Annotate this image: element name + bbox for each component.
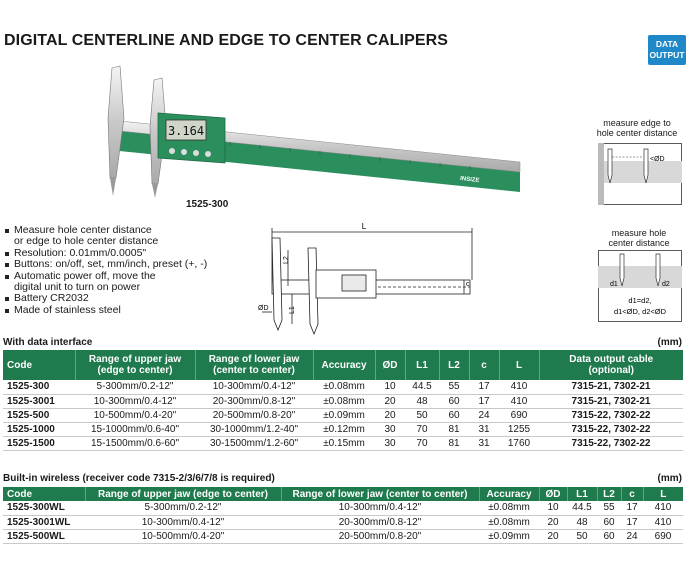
table-row <box>3 394 683 408</box>
feature-item: Resolution: 0.01mm/0.0005" <box>3 248 207 259</box>
table-cell: 7315-22, 7302-22 <box>539 436 683 450</box>
table-cell: ±0.09mm <box>313 408 375 422</box>
table-cell: 70 <box>405 436 439 450</box>
table-cell: 60 <box>597 529 621 543</box>
table-cell: 17 <box>469 394 499 408</box>
table-row <box>3 422 683 436</box>
table-cell: 17 <box>621 501 643 515</box>
table-cell: 70 <box>405 422 439 436</box>
table-cell: 7315-21, 7302-21 <box>539 380 683 394</box>
col-accuracy: Accuracy <box>479 487 539 501</box>
table-cell: 7315-22, 7302-22 <box>539 422 683 436</box>
table-cell: 30-1000mm/1.2-40" <box>195 422 313 436</box>
table-cell: 15-1500mm/0.6-60" <box>75 436 195 450</box>
page-title: DIGITAL CENTERLINE AND EDGE TO CENTER CALIPERS <box>4 32 449 49</box>
code-cell: 1525-300 <box>3 380 75 394</box>
col-l1: L1 <box>405 350 439 380</box>
table-cell: 30 <box>375 422 405 436</box>
table2-section-title: Built-in wireless (receiver code 7315-2/3/6/7/8 is required) <box>3 473 275 484</box>
table-header-row <box>3 487 683 501</box>
table-cell: ±0.08mm <box>313 394 375 408</box>
dim-label-od: ØD <box>258 305 269 312</box>
center-to-center-diagram <box>598 250 682 322</box>
table-cell: 20 <box>375 394 405 408</box>
data-interface-table <box>3 350 683 451</box>
col-accuracy: Accuracy <box>313 350 375 380</box>
col-l2: L2 <box>439 350 469 380</box>
table-header-row <box>3 350 683 380</box>
table-cell: 10-300mm/0.4-12" <box>281 501 479 515</box>
table-cell: 20-300mm/0.8-12" <box>195 394 313 408</box>
table-cell: 81 <box>439 436 469 450</box>
table1-section-title: With data interface <box>3 337 93 348</box>
col-code: Code <box>3 487 85 501</box>
dim-label-l2: L2 <box>283 256 290 264</box>
table2-unit: (mm) <box>657 473 682 484</box>
table-cell: 10-500mm/0.4-20" <box>75 408 195 422</box>
table-cell: ±0.08mm <box>479 515 539 529</box>
dim-label-c: c <box>466 281 470 288</box>
brand-logo: INSIZE <box>459 176 480 185</box>
center-d2-label: d2 <box>662 281 670 288</box>
badge-line-2: OUTPUT <box>649 50 685 60</box>
table-cell: 17 <box>621 515 643 529</box>
feature-list <box>3 225 207 316</box>
dim-label-l: L <box>361 222 367 231</box>
table-cell: 10-500mm/0.4-20" <box>85 529 281 543</box>
code-cell: 1525-1000 <box>3 422 75 436</box>
table-row <box>3 515 683 529</box>
caliper-product-image <box>90 58 530 203</box>
col-cable: Data output cable (optional) <box>539 350 683 380</box>
table-cell: 7315-21, 7302-21 <box>539 394 683 408</box>
table-cell: 690 <box>643 529 683 543</box>
col-l1: L1 <box>567 487 597 501</box>
col-c: c <box>469 350 499 380</box>
col-c: c <box>621 487 643 501</box>
feature-item: Made of stainless steel <box>3 305 207 316</box>
feature-item: digital unit to turn on power <box>14 281 141 294</box>
table-cell: 20 <box>375 408 405 422</box>
table-cell: 44.5 <box>567 501 597 515</box>
dim-label-l1: L1 <box>289 306 296 314</box>
table-cell: 31 <box>469 436 499 450</box>
code-cell: 1525-500 <box>3 408 75 422</box>
table-cell: 50 <box>567 529 597 543</box>
table-cell: 15-1000mm/0.6-40" <box>75 422 195 436</box>
col-l2: L2 <box>597 487 621 501</box>
table-cell: 410 <box>643 515 683 529</box>
table-cell: 48 <box>405 394 439 408</box>
table-cell: ±0.12mm <box>313 422 375 436</box>
table-cell: 30 <box>375 436 405 450</box>
table-cell: 7315-22, 7302-22 <box>539 408 683 422</box>
center-note-2: d1<ØD, d2<ØD <box>613 307 667 316</box>
table-cell: 5-300mm/0.2-12" <box>75 380 195 394</box>
feature-item: Measure hole center distance <box>3 225 207 236</box>
col-od: ØD <box>539 487 567 501</box>
table-cell: 81 <box>439 422 469 436</box>
table-cell: 410 <box>499 394 539 408</box>
table-cell: 10-300mm/0.4-12" <box>85 515 281 529</box>
col-upper-jaw: Range of upper jaw (edge to center) <box>85 487 281 501</box>
code-cell: 1525-3001 <box>3 394 75 408</box>
table-cell: 31 <box>469 422 499 436</box>
table-cell: 50 <box>405 408 439 422</box>
table-cell: 17 <box>469 380 499 394</box>
table-cell: 20 <box>539 529 567 543</box>
table-cell: 1255 <box>499 422 539 436</box>
edge-to-center-diagram <box>598 143 682 205</box>
table-cell: 30-1500mm/1.2-60" <box>195 436 313 450</box>
wireless-table <box>3 487 683 544</box>
col-upper-jaw: Range of upper jaw (edge to center) <box>75 350 195 380</box>
table-row <box>3 436 683 450</box>
col-l: L <box>643 487 683 501</box>
code-cell: 1525-1500 <box>3 436 75 450</box>
feature-item: or edge to hole center distance <box>14 235 159 248</box>
center-diagram-caption <box>596 228 682 248</box>
table-cell: 60 <box>597 515 621 529</box>
table-cell: 10-300mm/0.4-12" <box>195 380 313 394</box>
code-cell: 1525-3001WL <box>3 515 85 529</box>
edge-diagram-caption <box>592 118 682 138</box>
center-note-1: d1=d2, <box>628 296 652 305</box>
table-row <box>3 408 683 422</box>
edge-caption-line-1: measure edge to <box>603 118 671 128</box>
center-caption-line-1: measure hole <box>611 228 667 238</box>
col-lower-jaw: Range of lower jaw (center to center) <box>195 350 313 380</box>
dimension-drawing <box>258 220 482 335</box>
table-cell: ±0.08mm <box>479 501 539 515</box>
table-cell: 24 <box>621 529 643 543</box>
table-cell: 20-500mm/0.8-20" <box>281 529 479 543</box>
col-code: Code <box>3 350 75 380</box>
table-cell: 10 <box>375 380 405 394</box>
table-cell: ±0.15mm <box>313 436 375 450</box>
model-label: 1525-300 <box>186 199 229 210</box>
col-l: L <box>499 350 539 380</box>
table-row <box>3 501 683 515</box>
table-cell: 690 <box>499 408 539 422</box>
table-cell: ±0.09mm <box>479 529 539 543</box>
table-cell: 44.5 <box>405 380 439 394</box>
col-lower-jaw: Range of lower jaw (center to center) <box>281 487 479 501</box>
table-cell: 55 <box>597 501 621 515</box>
center-d1-label: d1 <box>610 281 618 288</box>
table-cell: 20 <box>539 515 567 529</box>
feature-item: Battery CR2032 <box>3 293 207 304</box>
table-row <box>3 529 683 543</box>
table-row <box>3 380 683 394</box>
table-cell: 410 <box>643 501 683 515</box>
code-cell: 1525-500WL <box>3 529 85 543</box>
table1-unit: (mm) <box>657 337 682 348</box>
data-output-badge <box>648 35 686 65</box>
table-cell: 10-300mm/0.4-12" <box>75 394 195 408</box>
table-cell: 20-300mm/0.8-12" <box>281 515 479 529</box>
table-cell: 10 <box>539 501 567 515</box>
table-cell: 60 <box>439 394 469 408</box>
table-cell: 410 <box>499 380 539 394</box>
feature-item: Buttons: on/off, set, mm/inch, preset (+, -) <box>3 259 207 270</box>
edge-od-label: <ØD <box>650 156 665 163</box>
table-cell: 1760 <box>499 436 539 450</box>
table-cell: ±0.08mm <box>313 380 375 394</box>
display-value: 3.164 <box>167 124 205 138</box>
table-cell: 48 <box>567 515 597 529</box>
code-cell: 1525-300WL <box>3 501 85 515</box>
col-od: ØD <box>375 350 405 380</box>
feature-item: Automatic power off, move the <box>3 271 207 282</box>
table-cell: 5-300mm/0.2-12" <box>85 501 281 515</box>
badge-line-1: DATA <box>655 39 679 49</box>
table-cell: 60 <box>439 408 469 422</box>
center-caption-line-2: center distance <box>608 238 670 248</box>
edge-caption-line-2: hole center distance <box>596 128 678 138</box>
table-cell: 20-500mm/0.8-20" <box>195 408 313 422</box>
table-cell: 55 <box>439 380 469 394</box>
table-cell: 24 <box>469 408 499 422</box>
